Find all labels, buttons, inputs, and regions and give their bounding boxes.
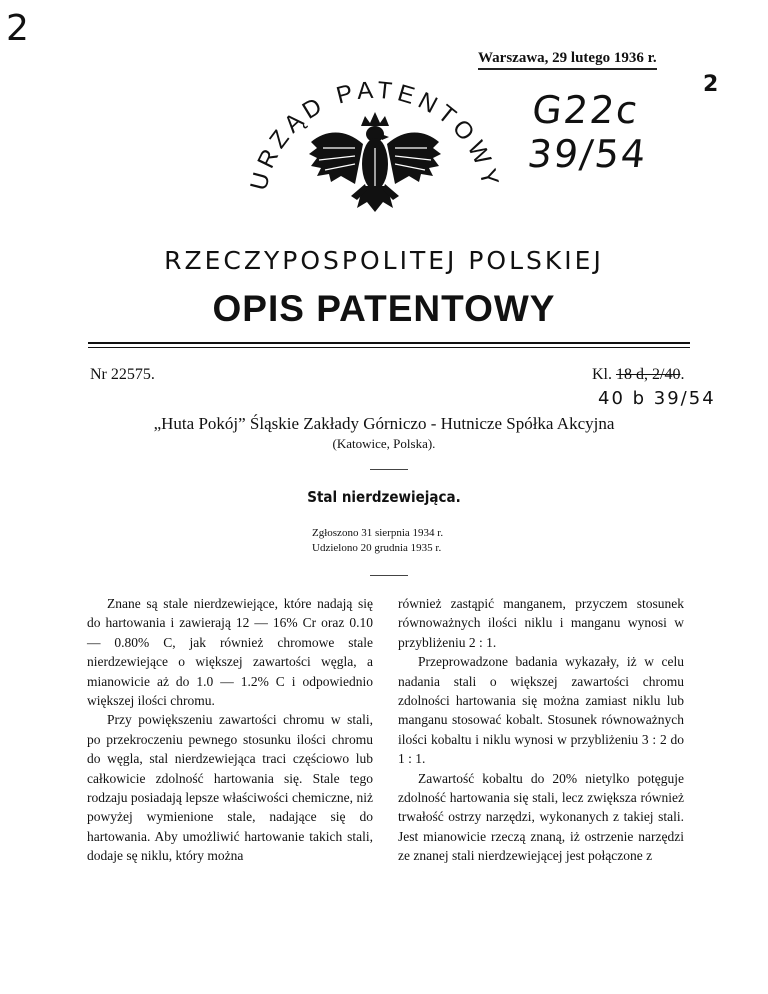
handwritten-superscript: 2 <box>703 72 719 97</box>
patent-number: Nr 22575. <box>90 366 155 383</box>
paragraph: Znane są stale nierdzewiejące, które nadają się do hartowania i zawierają 12 — 16% Cr oraz 0.10 — 0.80% C, jak również chromowe stale nierdzewiejące o większej zawartości węgla, a mianowicie aż do 1.0 — 1.2% C i odpowiednio większej ilości chromu. <box>87 596 373 709</box>
filed-date: Zgłoszono 31 sierpnia 1934 r. <box>312 527 444 539</box>
publication-date: Warszawa, 29 lutego 1936 r. <box>478 50 657 70</box>
page-number: 2 <box>6 8 29 49</box>
republic-heading: RZECZYPOSPOLITEJ POLSKIEJ <box>164 246 604 275</box>
handwritten-class-correction: 40 b 39/54 <box>598 388 716 409</box>
class-value-struck: 18 d, 2/40 <box>616 366 681 383</box>
patent-class <box>592 366 684 384</box>
class-dot: . <box>680 366 685 383</box>
eagle-icon <box>309 112 441 212</box>
divider-short-2 <box>370 575 408 576</box>
patent-title: Stal nierdzewiejąca. <box>307 488 461 506</box>
paragraph: Zawartość kobaltu do 20% nietylko potęguje zdolność hartowania się stali, lecz zwiększa również trwałość ostrzy narzędzi, wykonanych z takiej stali. Jest mianowicie rzeczą znaną, iż ostrzenie narzędzi ze znanej stali nierdzewiejącej jest połączone z <box>398 770 684 864</box>
stamp-text: URZĄD PATENTOWY <box>245 76 505 194</box>
handwritten-classification: G22c 39/54 <box>525 88 650 176</box>
class-label: Kl. <box>592 366 612 383</box>
document-type-heading: OPIS PATENTOWY <box>212 288 556 329</box>
header-rule-thin <box>88 347 690 348</box>
granted-date: Udzielono 20 grudnia 1935 r. <box>312 542 442 554</box>
paragraph: Przy powiększeniu zawartości chromu w stali, po przekroczeniu pewnego stosunku ilości chromu do węgla, stal nierdzewiejąca traci częściowo lub całkowicie zdolność hartowania się. Stale tego rodzaju posiadają lepsze właściwości chemiczne, niż powyżej wymienione stale, nadające się do hartowania. Aby umożliwić hartowanie takich stali, dodaje sę niklu, który można <box>87 712 373 864</box>
body-column-right <box>398 594 684 866</box>
patent-office-stamp <box>225 68 525 228</box>
applicant-name: „Huta Pokój” Śląskie Zakłady Górniczo - Hutnicze Spółka Akcyjna <box>153 414 615 433</box>
divider-short <box>370 469 408 470</box>
applicant-location: (Katowice, Polska). <box>332 436 436 451</box>
header-rule-thick <box>88 342 690 344</box>
paragraph: również zastąpić manganem, przyczem stosunek równoważnych ilości niklu i manganu wynosi w przybliżeniu 2 : 1. <box>398 596 684 650</box>
body-column-left <box>87 594 373 866</box>
paragraph: Przeprowadzone badania wykazały, iż w celu nadania stali o większej zawartości chromu zdolności hartowania się można zamiast niklu lub manganu stosować kobalt. Stosunek równoważnych ilości kobaltu i niklu wynosi w przybliżeniu 3 : 2 do 1 : 1. <box>398 654 684 767</box>
